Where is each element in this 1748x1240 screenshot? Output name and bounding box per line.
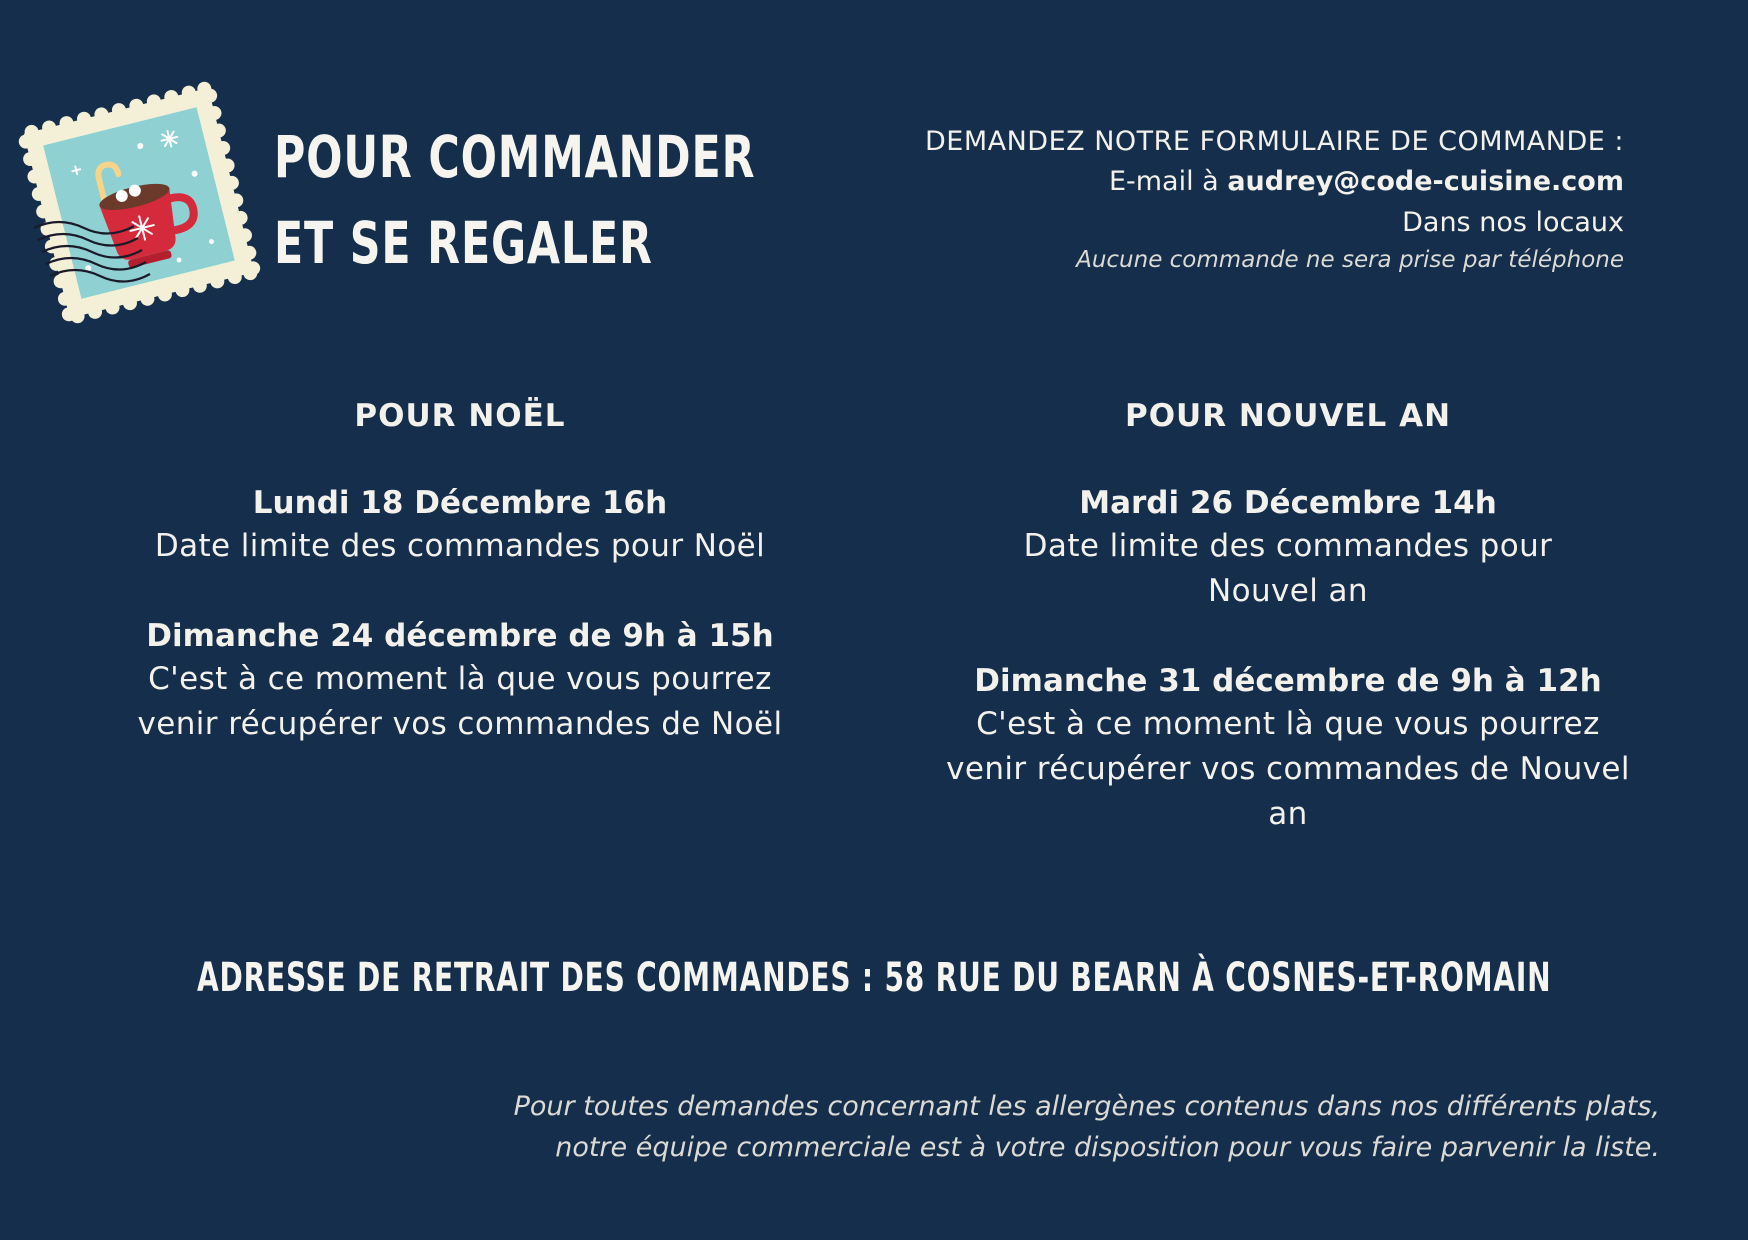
nouvel-an-section bbox=[938, 396, 1638, 883]
noel-pickup-desc: C'est à ce moment là que vous pourrez venir récupérer vos commandes de Noël bbox=[137, 661, 783, 742]
nouvel-an-deadline-desc: Date limite des commandes pour Nouvel an bbox=[1023, 528, 1553, 609]
in-store-line: Dans nos locaux bbox=[1402, 207, 1624, 238]
contact-block bbox=[925, 122, 1624, 276]
email-link[interactable]: audrey@code-cuisine.com bbox=[1227, 166, 1624, 197]
nouvel-an-pickup-desc: C'est à ce moment là que vous pourrez venir récupérer vos commandes de Nouvel an bbox=[946, 706, 1630, 832]
email-prefix: E-mail à bbox=[1108, 166, 1228, 197]
noel-pickup bbox=[110, 615, 810, 747]
noel-deadline-desc: Date limite des commandes pour Noël bbox=[154, 528, 766, 564]
stamp-hot-chocolate-icon bbox=[14, 78, 264, 328]
noel-pickup-date: Dimanche 24 décembre de 9h à 15h bbox=[146, 618, 774, 654]
title-line-2: ET SE REGALER bbox=[274, 209, 653, 277]
allergen-note-line-1: Pour toutes demandes concernant les allergènes contenus dans nos différents plats, bbox=[513, 1091, 1660, 1122]
nouvel-an-pickup bbox=[938, 660, 1638, 837]
noel-section bbox=[110, 396, 810, 793]
page-title bbox=[274, 114, 755, 286]
pickup-address-text: ADRESSE DE RETRAIT DES COMMANDES : 58 RUE DU BEARN À COSNES-ET-ROMAIN bbox=[196, 955, 1552, 1001]
noel-deadline bbox=[110, 482, 810, 569]
allergen-note bbox=[514, 1086, 1660, 1168]
order-form-heading: DEMANDEZ NOTRE FORMULAIRE DE COMMANDE : bbox=[924, 126, 1624, 157]
no-phone-orders-note: Aucune commande ne sera prise par téléphone bbox=[1076, 247, 1624, 273]
noel-deadline-date: Lundi 18 Décembre 16h bbox=[252, 485, 668, 521]
noel-heading: POUR NOËL bbox=[354, 398, 566, 434]
nouvel-an-pickup-date: Dimanche 31 décembre de 9h à 12h bbox=[974, 663, 1602, 699]
nouvel-an-deadline-date: Mardi 26 Décembre 14h bbox=[1079, 485, 1497, 521]
allergen-note-line-2: notre équipe commerciale est à votre disposition pour vous faire parvenir la liste. bbox=[555, 1132, 1660, 1163]
email-line bbox=[925, 162, 1624, 202]
nouvel-an-heading: POUR NOUVEL AN bbox=[1124, 398, 1452, 434]
title-line-1: POUR COMMANDER bbox=[274, 123, 756, 191]
pickup-address bbox=[0, 950, 1748, 1006]
nouvel-an-deadline bbox=[938, 482, 1638, 614]
